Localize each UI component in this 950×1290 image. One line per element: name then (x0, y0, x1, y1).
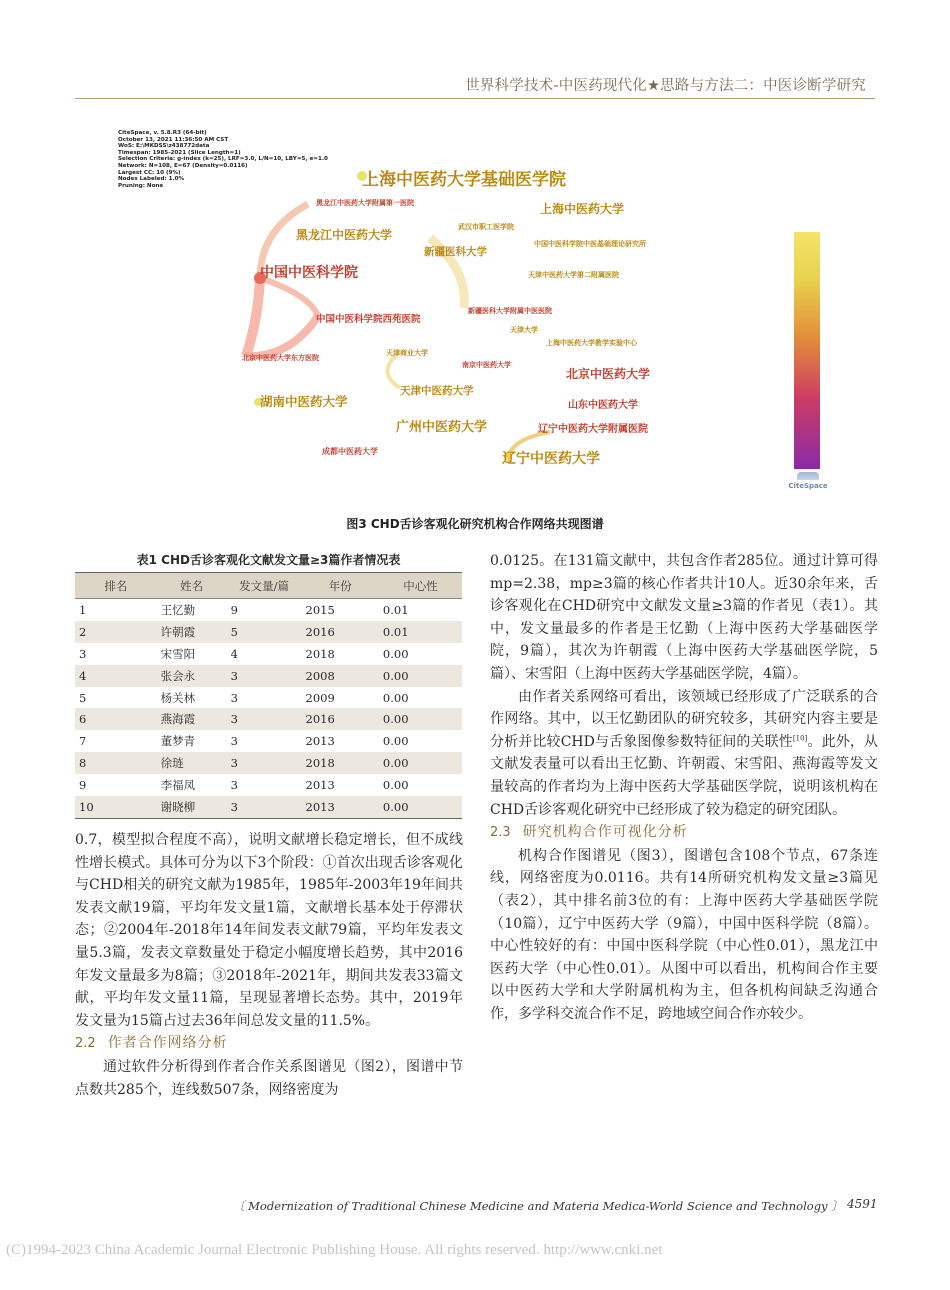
institution-network-figure (110, 120, 850, 505)
node-label: 黑龙江中医药大学 (296, 228, 393, 242)
table-cell: 2009 (305, 690, 335, 705)
table-cell: 0.00 (382, 690, 409, 705)
table-cell: 3 (227, 752, 302, 774)
node-label: 中国中医科学院 (260, 265, 358, 281)
table-cell: 2018 (302, 752, 379, 774)
table-cell: 2018 (305, 646, 335, 661)
table-cell: 5 (227, 621, 302, 643)
node-label: 上海中医药大学教学实验中心 (546, 338, 637, 347)
table-caption: 表1 CHD舌诊客观化文献发文量≥3篇作者情况表 (136, 553, 401, 567)
table-cell: 9 (230, 602, 238, 617)
figure-caption: 图3 CHD舌诊客观化研究机构合作网络共现图谱 (346, 517, 604, 531)
table-row (75, 752, 462, 774)
running-header: 世界科学技术-中医药现代化★思路与方法二：中医诊断学研究 (465, 78, 866, 94)
time-color-legend (794, 232, 820, 469)
section-heading-2-2: 2.2 作者合作网络分析 (75, 1035, 228, 1052)
table-row (75, 708, 462, 730)
table-cell: 4 (230, 646, 238, 661)
table-cell: 0.00 (379, 665, 462, 687)
node-label: 天津中医药大学 (400, 385, 474, 397)
table-cell: 1 (79, 602, 87, 617)
header-rule (75, 98, 875, 99)
paragraph: 机构合作图谱见（图3），图谱包含108个节点，67条连线，网络密度为0.0116。共有14所研究机构发文量≥3篇见（表2），其中排名前3位的有：上海中医药大学基础医学院（10篇），辽宁中医药大学（9篇），中国中医科学院（8篇）。中心性较好的有：中国中医科学院（中心性0.01），黑龙江中医药大学（中心性0.01）。从图中可以看出，机构间合作主要以中医药大学和大学附属机构为主，但各机构间缺乏沟通合作，多学科交流合作不足，跨地域空间合作亦较少。 (490, 847, 878, 1022)
table-cell: 6 (75, 708, 157, 730)
node-label: 天津商业大学 (386, 348, 428, 357)
right-column-text (490, 550, 878, 1025)
table-cell: 0.00 (382, 734, 409, 749)
col-header: 发文量/篇 (227, 573, 302, 599)
table-cell: 2013 (305, 734, 335, 749)
node-label: 辽宁中医药大学附属医院 (538, 424, 648, 435)
table-cell: 2013 (302, 796, 379, 818)
table-row (75, 730, 462, 752)
table-cell: 0.00 (379, 708, 462, 730)
paragraph: 通过软件分析得到作者合作关系图谱见（图2），图谱中节点数共285个，连线数507条，网络密度为 (75, 1058, 463, 1098)
table-cell: 2015 (305, 602, 335, 617)
table-cell: 董梦青 (160, 734, 196, 749)
citation-ref: [10] (792, 734, 808, 743)
table-cell: 0.01 (379, 621, 462, 643)
table-cell: 2016 (302, 621, 379, 643)
table-row (75, 796, 462, 818)
node-label: 广州中医药大学 (396, 420, 488, 435)
table-cell: 5 (79, 690, 87, 705)
node-label: 山东中医药大学 (568, 400, 638, 411)
table-cell: 杨关林 (160, 690, 196, 705)
citespace-logo-icon (797, 472, 819, 480)
citespace-metadata: CiteSpace, v. 5.8.R3 (64-bit) October 13, 2021 11:36:50 AM CST WoS: E:\MKDSS\z438772data Timespan: 1985-2021 (Slice Length=1) Selection Criteria: g-index (k=25), LRF=3.0, L/N=10, LBY=5, e=1.0 Network: N=108, E=67 (Density=0.0116) Largest CC: 10 (9%) Nodes Labeled: 1.0% Pruning: None (118, 130, 328, 189)
table-row (75, 599, 462, 621)
node-label: 武汉市职工医学院 (458, 222, 514, 231)
node-label: 湖南中医药大学 (260, 394, 348, 409)
table-cell: 0.01 (382, 602, 409, 617)
table-cell: 0.00 (382, 646, 409, 661)
table-cell: 3 (230, 734, 238, 749)
node-label: 黑龙江中医药大学附属第一医院 (316, 198, 414, 207)
page-number: 4591 (847, 1197, 878, 1211)
node-label: 中国中医科学院中医基础理论研究所 (534, 239, 646, 248)
table-cell: 10 (75, 796, 157, 818)
table-row (75, 621, 462, 643)
node-label: 中国中医科学院西苑医院 (316, 314, 421, 325)
node-label: 新疆医科大学 (424, 246, 487, 258)
node-label: 南京中医药大学 (462, 360, 511, 369)
node-label: 北京中医药大学 (566, 367, 651, 381)
table-cell: 2013 (305, 778, 335, 793)
paragraph: 由作者关系网络可看出，该领域已经形成了广泛联系的合作网络。其中，以王忆勤团队的研究较多，其研究内容主要是分析并比较CHD与舌象图像参数特征间的关联性[10]。此外，从文献发表量可以看出王忆勤、许朝霞、宋雪阳、燕海霞等发文量较高的作者均为上海中医药大学基础医学院，说明该机构在CHD舌诊客观化研究中已经形成了较为稳定的研究团队。 (490, 688, 878, 818)
node-label: 成都中医药大学 (322, 446, 378, 456)
table-row (75, 643, 462, 665)
table-cell: 9 (79, 778, 87, 793)
table-cell: 3 (227, 796, 302, 818)
link-cacms-dongfang (246, 278, 260, 356)
table-cell: 7 (79, 734, 87, 749)
table-cell: 3 (230, 778, 238, 793)
table-cell: 王忆勤 (160, 602, 196, 617)
node-label: 天津大学 (510, 325, 538, 334)
table-cell: 3 (79, 646, 87, 661)
table-cell: 宋雪阳 (160, 646, 196, 661)
table-cell: 3 (227, 708, 302, 730)
node-label: 上海中医药大学基础医学院 (362, 170, 566, 190)
node-label: 天津中医药大学第二附属医院 (528, 270, 619, 279)
link-cacms-xiyuan (260, 278, 318, 316)
section-heading-2-3: 2.3 研究机构合作可视化分析 (490, 824, 688, 841)
node-label: 上海中医药大学 (540, 202, 625, 216)
node-label: 辽宁中医药大学 (502, 451, 600, 467)
table-cell: 4 (75, 665, 157, 687)
table-header-row (75, 573, 462, 599)
table-cell: 0.00 (379, 796, 462, 818)
table-cell: 8 (75, 752, 157, 774)
paragraph: 0.0125。在131篇文献中，共包含作者285位。通过计算可得mp=2.38，mp≥3篇的核心作者共计10人。近30余年来，舌诊客观化在CHD研究中文献发文量≥3篇的作者见（表1）。其中，发文量最多的作者是王忆勤（上海中医药大学基础医学院，9篇），其次为许朝霞（上海中医药大学基础医学院，5篇）、宋雪阳（上海中医药大学基础医学院，4篇）。 (490, 553, 878, 682)
table-cell: 徐琏 (157, 752, 227, 774)
table-row (75, 665, 462, 687)
table-cell: 3 (230, 690, 238, 705)
table-cell: 李福凤 (160, 778, 196, 793)
col-header: 年份 (302, 573, 379, 599)
node-label: 北京中医药大学东方医院 (242, 353, 319, 362)
table-cell: 2016 (302, 708, 379, 730)
table-cell: 0.00 (379, 752, 462, 774)
table-cell: 2 (75, 621, 157, 643)
table-cell: 燕海霞 (157, 708, 227, 730)
col-header: 姓名 (157, 573, 227, 599)
table-cell: 2008 (302, 665, 379, 687)
table-cell: 张会永 (157, 665, 227, 687)
author-table (75, 572, 462, 819)
table-cell: 3 (227, 665, 302, 687)
table-cell: 许朝霞 (157, 621, 227, 643)
table-cell: 0.00 (382, 778, 409, 793)
citespace-logo: CiteSpace (780, 472, 836, 490)
journal-footer: 〔 Modernization of Traditional Chinese Medicine and Materia Medica-World Science and Technology 〕 (233, 1199, 843, 1213)
table-row (75, 774, 462, 796)
col-header: 中心性 (379, 573, 462, 599)
table-row (75, 687, 462, 709)
node-label: 新疆医科大学附属中医医院 (468, 306, 552, 315)
table-cell: 谢晓柳 (157, 796, 227, 818)
left-column-text (75, 829, 463, 1101)
col-header: 排名 (75, 573, 157, 599)
copyright-watermark: (C)1994-2023 China Academic Journal Electronic Publishing House. All rights reserved. http://www.cnki.net (6, 1242, 663, 1258)
paragraph: 0.7，模型拟合程度不高），说明文献增长稳定增长，但不成线性增长模式。具体可分为以下3个阶段：①首次出现舌诊客观化与CHD相关的研究文献为1985年，1985年-2003年19年间共发表文献19篇，平均年发文量1篇，文献增长基本处于停滞状态；②2004年-2018年14年间发表文献79篇，平均年发表文量5.3篇，发表文章数量处于稳定小幅度增长趋势，其中2016年发文量最多为8篇；③2018年-2021年，期间共发表33篇文献，平均年发文量11篇，呈现显著增长态势。其中，2019年发文量为15篇占过去36年间总发文量的11.5%。 (75, 832, 463, 1029)
